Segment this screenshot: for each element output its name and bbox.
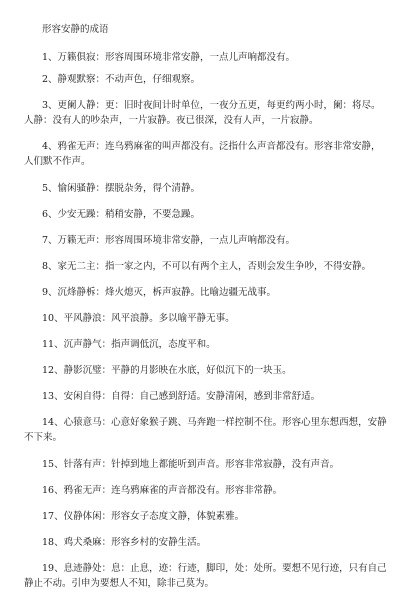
idiom-entry-5: 5、愉闲骚静：摆脱杂务，得个清静。 [42, 183, 201, 194]
idiom-entry-9: 9、沉烽静柝：烽火熄灭，柝声寂静。比喻边疆无战事。 [42, 287, 277, 298]
idiom-entry-2: 2、静观默察：不动声色，仔细观察。 [42, 74, 201, 85]
page-title: 形容安静的成语 [42, 24, 109, 35]
idiom-entry-6: 6、少安无躁：稍稍安静，不要急躁。 [42, 209, 201, 220]
idiom-entry-18: 18、鸡犬桑麻：形容乡村的安静生活。 [42, 537, 207, 548]
idiom-entry-7: 7、万籁无声：形容周围环境非常安静，一点儿声响都没有。 [42, 235, 296, 246]
idiom-entry-15: 15、针落有声：针掉到地上都能听到声音。形容非常寂静，没有声音。 [42, 459, 340, 470]
idiom-entry-14: 14、心猿意马：心意好象猴子跳、马奔跑一样控制不住。形容心里东想西想，安静不下来。 [24, 417, 387, 443]
idiom-entry-13: 13、安闲自得：自得：自己感到舒适。安静清闲，感到非常舒适。 [42, 391, 321, 402]
idiom-entry-17: 17、仪静体闲：形容女子态度文静，体貌素雅。 [42, 511, 245, 522]
idiom-entry-4: 4、鸦雀无声：连乌鸦麻雀的叫声都没有。泛指什么声音都没有。形容非常安静，人们默不作声。 [24, 141, 381, 167]
idiom-entry-12: 12、静影沉璧：平静的月影映在水底，好似沉下的一块玉。 [42, 365, 292, 376]
idiom-entry-10: 10、平风静浪：风平浪静。多以喻平静无事。 [42, 313, 235, 324]
idiom-entry-11: 11、沉声静气：指声调低沉，态度平和。 [42, 339, 216, 350]
idiom-entry-1: 1、万籁俱寂：形容周围环境非常安静，一点儿声响都没有。 [42, 52, 296, 63]
idiom-entry-16: 16、鸦雀无声：连乌鸦麻雀的声音都没有。形容非常静。 [42, 485, 283, 496]
idiom-entry-19: 19、息迹静处：息：止息，迹：行迹，脚印，处：处所。要想不见行迹，只有自己静止不动。引申为要想人不知，除非己莫为。 [24, 563, 387, 589]
idiom-entry-8: 8、家无二主：指一家之内，不可以有两个主人，否则会发生争吵，不得安静。 [42, 261, 372, 272]
idiom-entry-3: 3、更阑人静：更：旧时夜间计时单位，一夜分五更，每更约两小时，阑：将尽。人静：没有人的吵杂声，一片寂静。夜已很深，没有人声，一片寂静。 [24, 100, 381, 126]
